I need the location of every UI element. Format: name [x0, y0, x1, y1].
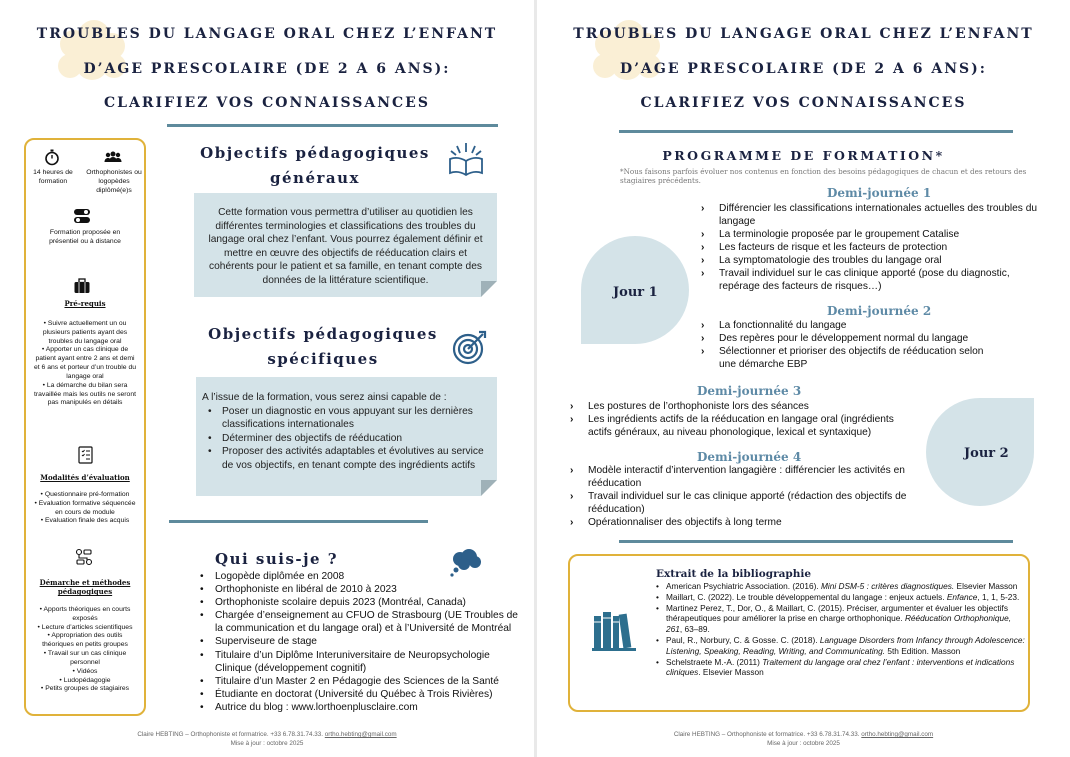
list-item: › Sélectionner et prioriser des objectifs de rééducation selon une démarche EBP: [701, 345, 1001, 371]
list-item: • Paul, R., Norbury, C. & Gosse. C. (2018). Language Disorders from Infancy through Adolescence: Listening, Speaking, Reading, Writing, and Communicating. 5th Edition. Masson: [654, 635, 1026, 657]
bibliography-list: [654, 581, 1026, 678]
list-item: › Travail individuel sur le cas clinique apporté (pose du diagnostic, repérage des facteurs de risques…): [701, 267, 1046, 293]
bibliography-heading: Extrait de la bibliographie: [656, 568, 812, 580]
evaluation-list: [32, 491, 138, 526]
page-fold: [481, 281, 497, 297]
list-item: • Suivre actuellement un ou plusieurs patients ayant des troubles du langage oral: [42, 320, 128, 345]
list-item: • Titulaire d’un Diplôme Interuniversitaire de Neuropsychologie Clinique (développement cognitif): [197, 649, 527, 675]
list-item: › Les ingrédients actifs de la rééducation en langage oral (ingrédients actifs généraux, au niveau phonologique, lexical et syntaxique): [570, 413, 905, 439]
about-list: [197, 570, 527, 714]
half-day-1-list: [701, 202, 1046, 293]
bibliography-box: [568, 554, 1030, 712]
info-sidebar: [24, 138, 146, 716]
list-item: • Evaluation formative séquencée en cours de module: [34, 499, 136, 516]
list-item: • Titulaire d’un Master 2 en Pédagogie des Sciences de la Santé: [197, 675, 527, 688]
section-divider: [169, 520, 428, 523]
title-divider: [167, 124, 498, 127]
list-item: • Maillart, C. (2022). Le trouble développemental du langage : enjeux actuels. Enfance, 1, 1, 5-23.: [654, 592, 1026, 603]
day-2-label: Jour 2: [964, 446, 1009, 461]
evaluation-title: Modalités d’évaluation: [40, 473, 130, 482]
email-link[interactable]: ortho.hebting@gmail.com: [324, 731, 397, 738]
list-item: › Les facteurs de risque et les facteurs de protection: [701, 241, 1046, 254]
method-title: Démarche et méthodes pédagogiques: [39, 578, 131, 597]
list-item: • Petits groupes de stagiaires: [40, 685, 130, 693]
prereq-list: [32, 320, 138, 408]
email-link[interactable]: ortho.hebting@gmail.com: [861, 731, 934, 738]
half-day-3-list: [570, 400, 905, 439]
list-item: • Superviseure de stage: [197, 635, 527, 648]
list-item: • Poser un diagnostic en vous appuyant sur les dernières classifications internationales: [202, 405, 491, 432]
group-people-icon: [104, 148, 122, 166]
list-item: › Des repères pour le développement normal du langage: [701, 332, 1001, 345]
list-item: • Autrice du blog : www.lorthoenplusclaire.com: [197, 701, 527, 714]
list-item: • American Psychiatric Association. (2016). Mini DSM-5 : critères diagnostiques. Elsevier Masson: [654, 581, 1026, 592]
checklist-icon: [77, 446, 95, 464]
page-title-line-1: TROUBLES DU LANGAGE ORAL CHEZ L’ENFANT: [573, 26, 1034, 42]
objectives-specific-list: [202, 405, 491, 473]
list-item: › Modèle interactif d’intervention langagière : différencier les activités en rééducation: [570, 464, 920, 490]
footer: Claire HEBTING – Orthophoniste et formatrice. +33 6.78.31.74.33. ortho.hebting@gmail.com Mise à jour : octobre 2025: [137, 731, 397, 747]
programme-heading: PROGRAMME DE FORMATION*: [662, 148, 945, 163]
list-item: • Proposer des activités adaptables et évolutives au service de vos objectifs, en tenant compte des ingrédients actifs: [202, 445, 491, 472]
programme-note: *Nous faisons parfois évoluer nos contenus en fonction des besoins pédagogiques de chacun et des retours des stagiaires précédents.: [620, 167, 1027, 185]
format-label: Formation proposée en présentiel ou à distance: [49, 229, 121, 245]
toggle-switch-icon: [73, 207, 91, 225]
half-day-4-list: [570, 464, 920, 529]
list-item: • Orthophoniste en libéral de 2010 à 2023: [197, 583, 527, 596]
audience-label: Orthophonistes ou logopèdes diplômé(e)s: [86, 169, 142, 194]
books-icon: [592, 608, 636, 652]
page-title-line-2: D’AGE PRESCOLAIRE (DE 2 A 6 ANS):: [620, 61, 987, 77]
list-item: › La fonctionnalité du langage: [701, 319, 1001, 332]
objectives-general-box: [194, 193, 497, 297]
list-item: • Martinez Perez, T., Dor, O., & Maillart, C. (2015). Préciser, argumenter et évaluer les objectifs thérapeutiques pour améliorer la prise en charge orthophonique. Rééducation Orthophonique, 261, 63–89.: [654, 603, 1026, 635]
method-list: [32, 606, 138, 694]
list-item: › Les postures de l’orthophoniste lors des séances: [570, 400, 905, 413]
list-item: › La terminologie proposée par le groupement Catalise: [701, 228, 1046, 241]
page-left: [0, 0, 534, 757]
briefcase-icon: [73, 277, 91, 295]
list-item: • Evaluation finale des acquis: [40, 517, 130, 525]
page-title-line-1: TROUBLES DU LANGAGE ORAL CHEZ L’ENFANT: [36, 26, 498, 42]
duration-label: 14 heures de formation: [33, 169, 73, 185]
list-item: • Logopède diplômée en 2008: [197, 570, 527, 583]
half-day-1-title: Demi-journée 1: [827, 186, 932, 200]
list-item: • Lecture d’articles scientifiques: [37, 623, 133, 631]
list-item: • Apporter un cas clinique de patient ayant entre 2 ans et demi et 6 ans et porteur d’un trouble du langage oral: [33, 346, 137, 380]
prereq-title: Pré-requis: [64, 299, 106, 308]
day-1-label: Jour 1: [613, 285, 658, 300]
list-item: • Étudiante en doctorat (Université du Québec à Trois Rivières): [197, 688, 527, 701]
half-day-3-title: Demi-journée 3: [697, 384, 802, 398]
list-item: › Travail individuel sur le cas clinique apporté (rédaction des objectifs de rééducation): [570, 490, 920, 516]
list-item: • Chargée d’enseignement au CFUO de Strasbourg (UE Troubles de la communication et du langage oral) et à l’Université de Montréal: [197, 609, 527, 635]
half-day-2-list: [701, 319, 1001, 371]
stopwatch-icon: [43, 148, 61, 166]
list-item: • Schelstraete M.-A. (2011) Traitement du langage oral chez l’enfant : interventions et indications cliniques. Elsevier Masson: [654, 657, 1026, 679]
about-heading: Qui suis-je ?: [215, 550, 339, 568]
objectives-specific-intro: A l’issue de la formation, vous serez ainsi capable de :: [202, 392, 447, 403]
list-item: › Différencier les classifications internationales actuelles des troubles du langage: [701, 202, 1046, 228]
half-day-2-title: Demi-journée 2: [827, 304, 932, 318]
half-day-4-title: Demi-journée 4: [697, 450, 802, 464]
list-item: • Appropriation des outils théoriques en petits groupes: [42, 632, 128, 649]
list-item: • Questionnaire pré-formation: [40, 491, 130, 498]
list-item: › Opérationnaliser des objectifs à long terme: [570, 516, 920, 529]
page-title-line-2: D’AGE PRESCOLAIRE (DE 2 A 6 ANS):: [83, 61, 451, 77]
list-item: • Travail sur un cas clinique personnel: [43, 650, 127, 666]
list-item: • Orthophoniste scolaire depuis 2023 (Montréal, Canada): [197, 596, 527, 609]
list-item: • Ludopédagogie: [59, 676, 111, 684]
page-title-line-3: CLARIFIEZ VOS CONNAISSANCES: [640, 95, 967, 111]
objectives-general-text: Cette formation vous permettra d’utiliser au quotidien les différentes terminologies et classifications des troubles du langage oral chez l’enfant. Vous pourrez également définir et mettre en œuvre des objectifs de rééducation clairs et cohérents pour le patient et sa famille, en tenant compte des données de la littérature scientifique.: [208, 207, 483, 286]
title-divider: [619, 130, 1013, 133]
open-book-icon: [446, 139, 486, 179]
list-item: › La symptomatologie des troubles du langage oral: [701, 254, 1046, 267]
target-icon: [451, 328, 489, 366]
objectives-specific-box: [196, 377, 497, 496]
list-item: • La démarche du bilan sera travaillée mais les outils ne seront pas manipulés en détails: [34, 381, 136, 407]
section-divider: [619, 540, 1013, 543]
list-item: • Apports théoriques en courts exposés: [39, 606, 131, 622]
objectives-general-heading: Objectifs pédagogiques généraux: [200, 144, 430, 187]
workflow-icon: [75, 548, 93, 566]
list-item: • Déterminer des objectifs de rééducation: [202, 432, 491, 446]
footer: Claire HEBTING – Orthophoniste et formatrice. +33 6.78.31.74.33. ortho.hebting@gmail.com Mise à jour : octobre 2025: [673, 731, 934, 747]
page-fold: [481, 480, 497, 496]
list-item: • Vidéos: [72, 667, 98, 675]
page-title-line-3: CLARIFIEZ VOS CONNAISSANCES: [104, 95, 430, 111]
objectives-specific-heading: Objectifs pédagogiques spécifiques: [208, 325, 438, 368]
